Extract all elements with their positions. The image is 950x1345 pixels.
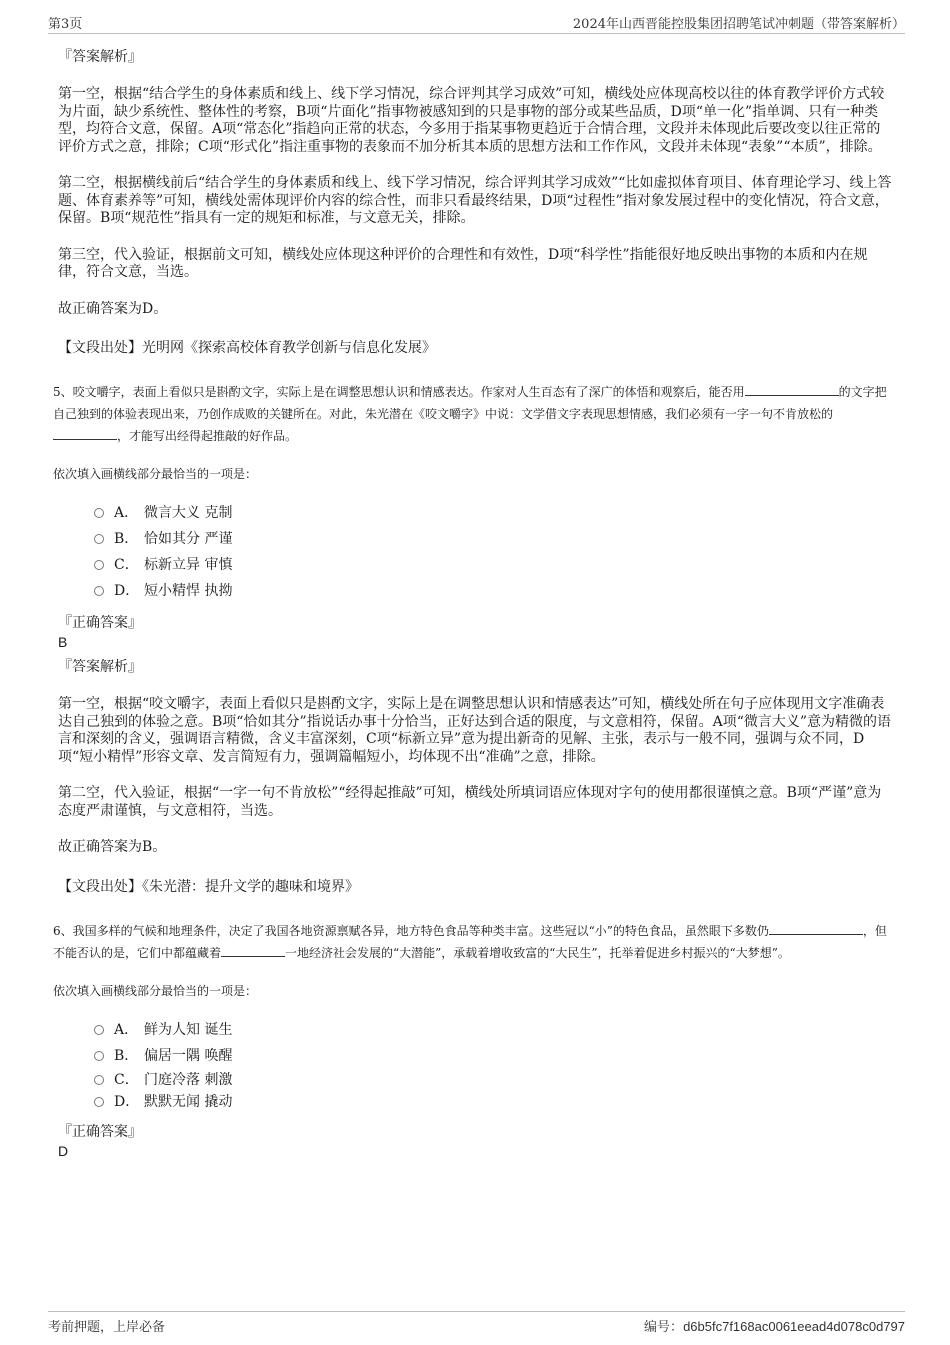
correct-answer: D bbox=[58, 1142, 69, 1159]
question-prompt: 依次填入画横线部分最恰当的一项是： bbox=[53, 983, 258, 998]
option-b[interactable] bbox=[94, 1043, 892, 1069]
stem-text: 6、我国多样的气候和地理条件，决定了我国各地资源禀赋各异，地方特色食品等种类丰富。这些冠以“小”的特色食品，虽然眼下多数仍 bbox=[53, 923, 769, 938]
option-text: 默默无闻 撬动 bbox=[144, 1093, 233, 1110]
option-list bbox=[94, 500, 892, 604]
analysis-paragraph: 第二空，代入验证，根据“一字一句不肯放松”“经得起推敲”可知，横线处所填词语应体现对字句的使用都很谨慎之意。B项“严谨”意为态度严肃谨慎，与文意相符，当选。 bbox=[58, 785, 882, 819]
radio-icon[interactable] bbox=[94, 560, 104, 570]
stem-text: ，但不能否认的是，它们中都蕴藏着 bbox=[53, 923, 887, 960]
source-citation: 【文段出处】《朱光潜：提升文学的趣味和境界》 bbox=[58, 878, 359, 895]
option-c[interactable] bbox=[94, 552, 892, 578]
option-text: 标新立异 审慎 bbox=[144, 557, 233, 573]
stem-text: 一地经济社会发展的“大潜能”，承载着增收致富的“大民生”，托举着促进乡村振兴的“大梦想”。 bbox=[285, 945, 790, 960]
analysis-paragraph: 第一空，根据“结合学生的身体素质和线上、线下学习情况，综合评判其学习成效”可知，横线处应体现高校以往的体育教学评价方式较为片面，缺少系统性、整体性的考察，B项“片面化”指事物被感知到的只是事物的部分或某些品质，D项“单一化”指单调、只有一种类型，均符合文意，保留。A项“常态化”指趋向正常的状态，今多用于指某事物更趋近于合情合理，文段并未体现此后要改变以往正常的评价方式之意，排除；C项“形式化”指注重事物的表象而不加分析其本质的思想方法和工作作风，文段并未体现“表象”“本质”，排除。 bbox=[58, 86, 885, 155]
blank-line bbox=[221, 944, 285, 957]
option-text: 鲜为人知 诞生 bbox=[144, 1021, 233, 1038]
option-a[interactable] bbox=[94, 1017, 892, 1043]
option-key: B． bbox=[114, 531, 139, 547]
document-code bbox=[644, 1316, 905, 1335]
correct-answer: B bbox=[58, 634, 68, 650]
option-d[interactable] bbox=[94, 1091, 892, 1113]
correct-answer-heading: 『正确答案』 bbox=[58, 1123, 142, 1140]
option-key: D． bbox=[114, 1093, 140, 1110]
question-prompt: 依次填入画横线部分最恰当的一项是： bbox=[53, 467, 258, 481]
blank-line bbox=[769, 922, 863, 935]
stem-text: 5、咬文嚼字，表面上看似只是斟酌文字，实际上是在调整思想认识和情感表达。作家对人生百态有了深广的体悟和观察后，能否用 bbox=[53, 385, 745, 399]
stem-text: ，才能写出经得起推敲的好作品。 bbox=[117, 429, 298, 443]
option-list bbox=[94, 1017, 892, 1113]
option-c[interactable] bbox=[94, 1069, 892, 1091]
question-5-stem bbox=[53, 381, 892, 447]
correct-answer-heading: 『正确答案』 bbox=[58, 615, 142, 631]
radio-icon[interactable] bbox=[94, 534, 104, 544]
option-key: A． bbox=[114, 1021, 139, 1038]
page-number: 第3页 bbox=[48, 17, 83, 32]
document-title: 2024年山西晋能控股集团招聘笔试冲刺题（带答案解析） bbox=[572, 17, 905, 32]
question-6-stem bbox=[53, 920, 892, 964]
option-text: 恰如其分 严谨 bbox=[144, 531, 233, 547]
analysis-paragraph: 第一空，根据“咬文嚼字，表面上看似只是斟酌文字，实际上是在调整思想认识和情感表达”可知，横线处所在句子应体现用文字准确表达自己独到的体验之意。B项“恰如其分”指说话办事十分恰当，正好达到合适的限度，与文意相符，保留。A项“微言大义”意为精微的语言和深刻的含义，强调语言精微，含义丰富深刻，C项“标新立异”意为提出新奇的见解、主张，表示与一般不同，强调与众不同，D项“短小精悍”形容文章、发言简短有力，强调篇幅短小，均体现不出“准确”之意，排除。 bbox=[58, 696, 892, 765]
option-key: C． bbox=[114, 1071, 139, 1088]
page-footer bbox=[48, 1311, 905, 1336]
option-text: 短小精悍 执拗 bbox=[144, 583, 233, 599]
option-text: 偏居一隅 唤醒 bbox=[144, 1047, 233, 1064]
stem-text: 的文字把自己独到的体验表现出来，乃创作成败的关键所在。对此，朱光潜在《咬文嚼字》中说：文学借文字表现思想情感，我们必须有一字一句不肯放松的 bbox=[53, 385, 887, 421]
conclusion: 故正确答案为D。 bbox=[58, 300, 168, 317]
radio-icon[interactable] bbox=[94, 1097, 104, 1107]
radio-icon[interactable] bbox=[94, 1025, 104, 1035]
blank-line bbox=[53, 427, 117, 440]
blank-line bbox=[745, 383, 839, 396]
radio-icon[interactable] bbox=[94, 1051, 104, 1061]
option-b[interactable] bbox=[94, 526, 892, 552]
analysis-paragraph: 第二空，根据横线前后“结合学生的身体素质和线上、线下学习情况，综合评判其学习成效”“比如虚拟体育项目、体育理论学习、线上答题、体育素养等”可知，横线处需体现评价内容的综合性，而非只看最终结果，D项“过程性”指对象发展过程中的变化情况，符合文意，保留。B项“规范性”指具有一定的规矩和标准，与文意无关，排除。 bbox=[58, 175, 892, 226]
option-a[interactable] bbox=[94, 500, 892, 526]
conclusion: 故正确答案为B。 bbox=[58, 839, 167, 855]
radio-icon[interactable] bbox=[94, 1075, 104, 1085]
page-content bbox=[53, 46, 892, 1165]
radio-icon[interactable] bbox=[94, 508, 104, 518]
code-label: 编号： bbox=[644, 1320, 684, 1335]
source-citation: 【文段出处】光明网《探索高校体育教学创新与信息化发展》 bbox=[58, 340, 436, 356]
radio-icon[interactable] bbox=[94, 586, 104, 596]
option-key: C． bbox=[114, 557, 139, 573]
analysis-heading: 『答案解析』 bbox=[58, 49, 142, 65]
option-text: 门庭冷落 刺激 bbox=[144, 1071, 233, 1088]
option-text: 微言大义 克制 bbox=[144, 505, 233, 521]
option-key: D． bbox=[114, 583, 140, 599]
analysis-paragraph: 第三空，代入验证，根据前文可知，横线处应体现这种评价的合理性和有效性，D项“科学性”指能很好地反映出事物的本质和内在规律，符合文意，当选。 bbox=[58, 246, 868, 280]
code-value: d6b5fc7f168ac0061eead4d078c0d797 bbox=[683, 1319, 905, 1334]
option-key: A． bbox=[114, 505, 139, 521]
option-d[interactable] bbox=[94, 578, 892, 604]
footer-slogan: 考前押题，上岸必备 bbox=[48, 1320, 166, 1335]
option-key: B． bbox=[114, 1047, 139, 1064]
page-header bbox=[48, 13, 905, 34]
analysis-heading: 『答案解析』 bbox=[58, 659, 142, 675]
